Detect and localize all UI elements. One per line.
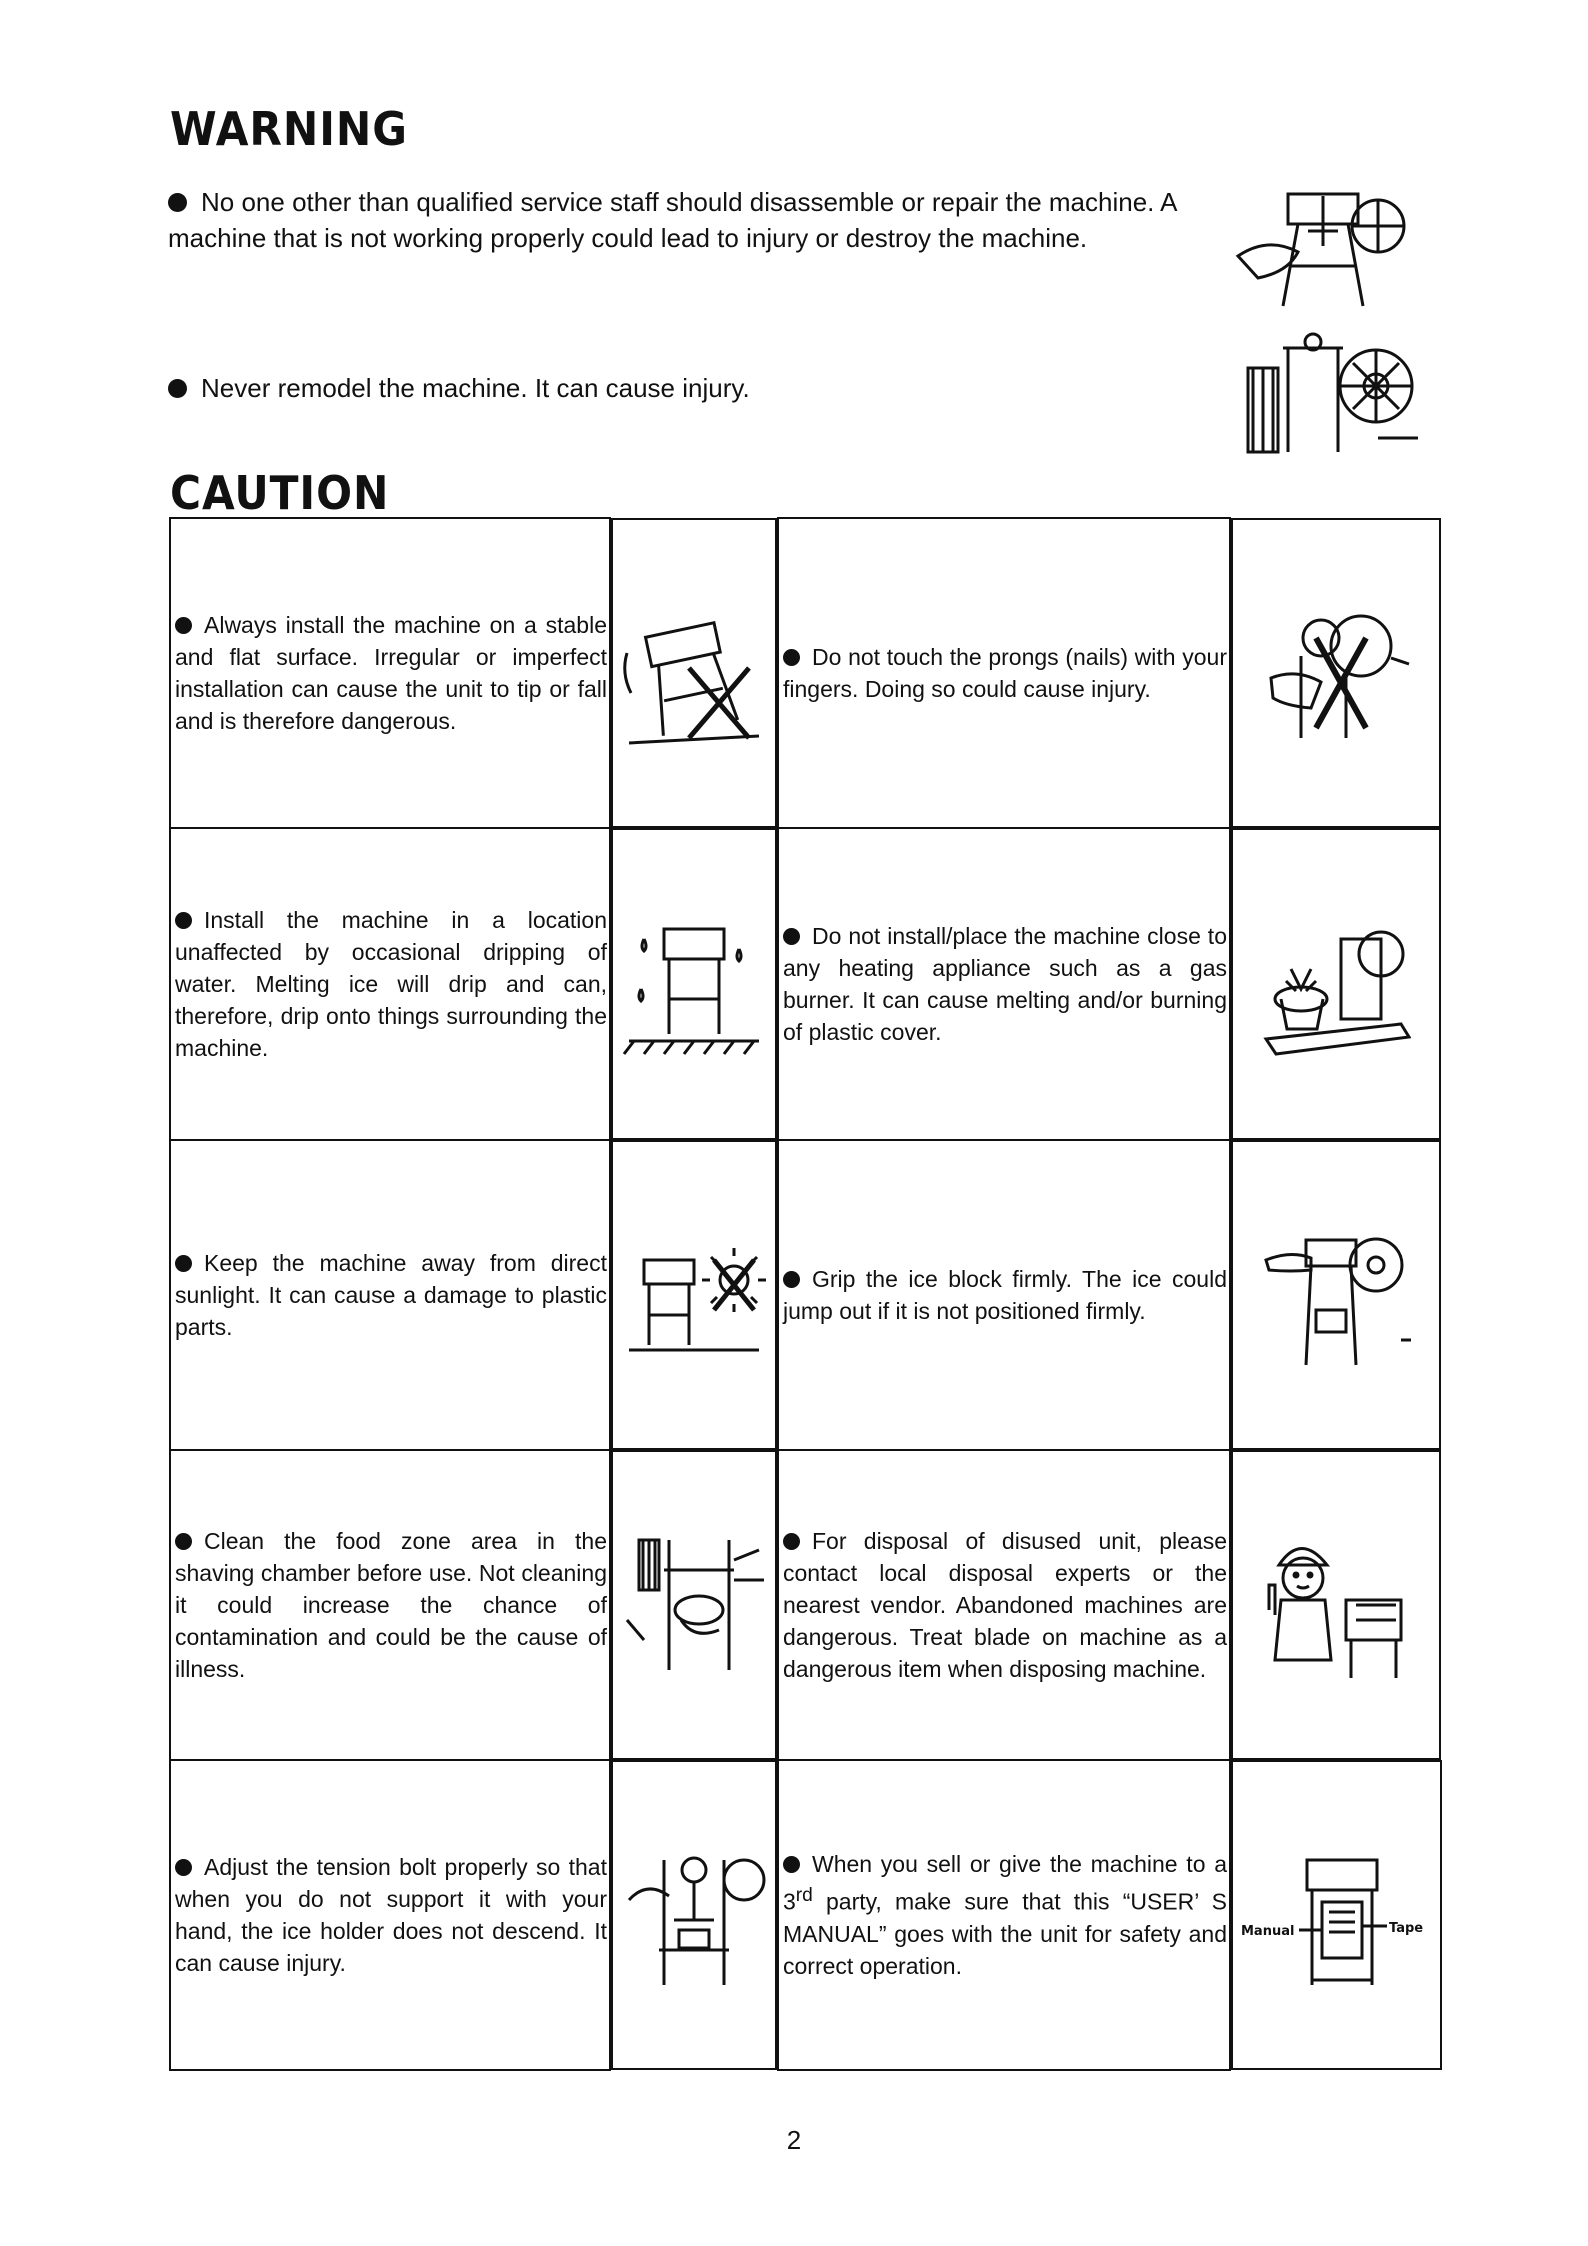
prongs-no-touch-icon <box>1231 518 1441 828</box>
caution-text: Do not touch the prongs (nails) with your fingers. Doing so could cause injury. <box>783 644 1227 702</box>
caution-text: Adjust the tension bolt properly so that when you do not support it with your hand, the ice holder does not descend. It can cause injury. <box>175 1854 607 1976</box>
warning-item <box>168 370 1208 406</box>
warning-text: Never remodel the machine. It can cause injury. <box>201 373 750 403</box>
tape-label: Tape <box>1388 1921 1423 1936</box>
bullet-icon <box>783 1271 800 1288</box>
table-row <box>170 1450 1442 1760</box>
table-row <box>170 1140 1442 1450</box>
bullet-icon <box>783 649 800 666</box>
caution-cell <box>170 1760 610 2070</box>
bullet-icon <box>783 928 800 945</box>
tipping-machine-icon <box>611 518 777 828</box>
cleaning-chamber-icon <box>611 1450 777 1760</box>
caution-text-b: party, make sure that this “USER’ S MANUAL” goes with the unit for safety and correct operation. <box>783 1888 1227 1979</box>
caution-heading: CAUTION <box>170 466 390 520</box>
bullet-icon <box>175 617 192 634</box>
caution-text: Always install the machine on a stable and flat surface. Irregular or imperfect installation can cause the unit to tip or fall and is therefore dangerous. <box>175 612 607 734</box>
table-row <box>170 1760 1442 2070</box>
bullet-icon <box>783 1856 800 1873</box>
table-row <box>170 518 1442 828</box>
caution-text: Keep the machine away from direct sunlight. It can cause a damage to plastic parts. <box>175 1250 607 1340</box>
caution-cell <box>170 518 610 828</box>
gas-burner-icon <box>1231 828 1441 1140</box>
tension-bolt-icon <box>611 1760 777 2070</box>
caution-cell <box>778 828 1230 1140</box>
caution-text-sup: rd <box>795 1885 813 1907</box>
bullet-icon <box>175 1255 192 1272</box>
caution-cell <box>778 1760 1230 2070</box>
caution-cell <box>170 828 610 1140</box>
bullet-icon <box>168 193 187 212</box>
bullet-icon <box>783 1533 800 1550</box>
caution-cell <box>778 518 1230 828</box>
caution-text: Grip the ice block firmly. The ice could jump out if it is not positioned firmly. <box>783 1266 1227 1324</box>
caution-text: For disposal of disused unit, please contact local disposal experts or the nearest vendor. Abandoned machines are dangerous. Treat blade on machine as a dangerous item when disposing machine. <box>783 1528 1227 1682</box>
table-row <box>170 828 1442 1140</box>
bullet-icon <box>168 379 187 398</box>
caution-text: Install the machine in a location unaffected by occasional dripping of water. Melting ice will drip and can, therefore, drip onto things surrounding the machine. <box>175 907 607 1061</box>
caution-cell <box>778 1140 1230 1450</box>
caution-cell <box>778 1450 1230 1760</box>
disassemble-machine-icon <box>1228 186 1414 310</box>
caution-cell <box>170 1450 610 1760</box>
warning-text: No one other than qualified service staff should disassemble or repair the machine. A machine that is not working properly could lead to injury or destroy the machine. <box>168 187 1177 253</box>
ice-block-grip-icon <box>1231 1140 1441 1450</box>
caution-text: Do not install/place the machine close to any heating appliance such as a gas burner. It can cause melting and/or burning of plastic cover. <box>783 923 1227 1045</box>
manual-label: Manual <box>1240 1924 1294 1939</box>
warning-item <box>168 184 1208 256</box>
bullet-icon <box>175 1859 192 1876</box>
dripping-water-icon <box>611 828 777 1140</box>
caution-table <box>169 517 1443 2071</box>
sunlight-icon <box>611 1140 777 1450</box>
caution-text: Clean the food zone area in the shaving chamber before use. Not cleaning it could increase the chance of contamination and could be the cause of illness. <box>175 1528 607 1682</box>
page-number: 2 <box>786 2125 802 2155</box>
bullet-icon <box>175 1533 192 1550</box>
remodel-machine-icon <box>1228 328 1424 454</box>
caution-cell <box>170 1140 610 1450</box>
manual-with-machine-icon <box>1231 1760 1442 2070</box>
bullet-icon <box>175 912 192 929</box>
caution-text-a: When you sell or give the machine to a 3 <box>783 1851 1227 1915</box>
disposal-expert-icon <box>1231 1450 1441 1760</box>
warning-heading: WARNING <box>170 102 408 156</box>
